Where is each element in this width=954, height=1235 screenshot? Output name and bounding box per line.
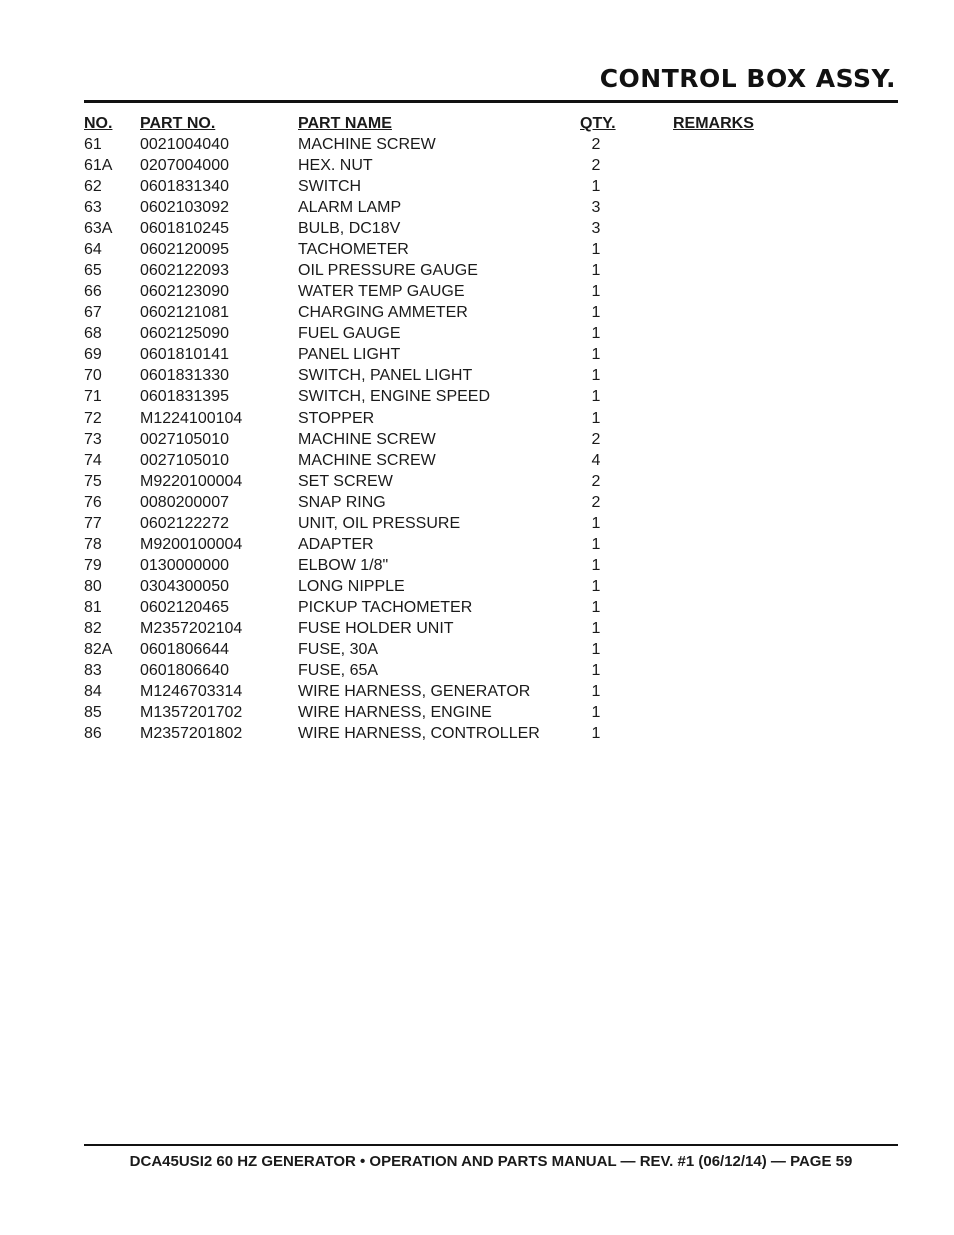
table-row [0, 365, 954, 386]
row-part-no: 0602123090 [140, 283, 229, 301]
row-no: 83 [84, 662, 102, 679]
row-part-name: FUEL GAUGE [298, 325, 401, 343]
row-part-name: SWITCH, ENGINE SPEED [298, 388, 491, 406]
table-row [0, 302, 954, 323]
row-qty: 3 [591, 199, 601, 217]
header-part-no: PART NO. [140, 115, 216, 132]
table-row [0, 134, 954, 155]
row-part-no: 0602103092 [140, 199, 229, 217]
row-qty: 2 [591, 493, 601, 511]
table-row [0, 618, 954, 639]
row-part-no: M2357202104 [140, 619, 243, 637]
row-qty: 1 [591, 577, 601, 595]
row-part-no: 0601831340 [140, 178, 229, 196]
row-qty: 1 [591, 683, 601, 701]
row-qty: 1 [591, 725, 601, 743]
row-part-name: TACHOMETER [298, 241, 409, 259]
row-part-no: 0602122093 [140, 262, 229, 280]
row-part-no: 0602121081 [140, 304, 229, 322]
row-part-name: BULB, DC18V [298, 220, 401, 238]
row-qty: 1 [591, 556, 601, 574]
row-qty: 1 [591, 514, 601, 532]
row-part-name: SWITCH [298, 178, 362, 196]
row-part-name: ADAPTER [298, 535, 374, 553]
table-row [0, 344, 954, 365]
row-part-name: MACHINE SCREW [298, 430, 436, 448]
row-part-no: M1224100104 [140, 409, 243, 427]
row-no: 76 [84, 493, 102, 511]
row-no: 63 [84, 199, 102, 217]
row-part-no: 0021004040 [140, 136, 229, 153]
row-qty: 1 [591, 241, 601, 259]
table-row [0, 471, 954, 492]
row-part-name: LONG NIPPLE [298, 577, 405, 595]
row-part-no: M2357201802 [140, 725, 243, 743]
row-qty: 2 [591, 472, 601, 490]
row-part-name: WIRE HARNESS, GENERATOR [298, 683, 531, 701]
row-part-name: SWITCH, PANEL LIGHT [298, 367, 473, 385]
table-row [0, 323, 954, 344]
header-part-name: PART NAME [298, 115, 392, 132]
row-no: 64 [84, 241, 102, 259]
row-part-name: STOPPER [298, 409, 375, 427]
row-no: 84 [84, 683, 102, 701]
row-part-no: 0601806640 [140, 662, 229, 679]
row-qty: 1 [591, 304, 601, 322]
row-no: 79 [84, 556, 102, 574]
table-row [0, 239, 954, 260]
row-part-no: M1357201702 [140, 704, 243, 722]
table-row [0, 197, 954, 218]
row-no: 69 [84, 346, 102, 364]
row-no: 71 [84, 388, 102, 406]
row-qty: 4 [591, 451, 601, 469]
table-row [0, 450, 954, 471]
row-part-name: WATER TEMP GAUGE [298, 283, 465, 301]
table-header [0, 113, 954, 134]
row-no: 75 [84, 472, 102, 490]
row-part-name: FUSE, 65A [298, 662, 379, 679]
row-part-no: 0602125090 [140, 325, 229, 343]
row-no: 65 [84, 262, 102, 280]
row-part-name: UNIT, OIL PRESSURE [298, 514, 461, 532]
page-title: CONTROL BOX ASSY. [599, 64, 896, 93]
row-qty: 1 [591, 178, 601, 196]
row-part-no: 0027105010 [140, 451, 229, 469]
row-no: 63A [84, 220, 113, 238]
title-rule [84, 100, 898, 103]
row-part-name: PICKUP TACHOMETER [298, 598, 473, 616]
table-row [0, 555, 954, 576]
row-part-no: 0601810141 [140, 346, 229, 364]
table-row [0, 492, 954, 513]
footer-rule [84, 1144, 898, 1146]
table-row [0, 218, 954, 239]
row-no: 86 [84, 725, 102, 743]
header-qty: QTY. [580, 115, 616, 132]
row-part-no: M9220100004 [140, 472, 243, 490]
row-no: 62 [84, 178, 102, 196]
row-no: 61A [84, 157, 113, 175]
row-no: 82A [84, 640, 113, 658]
row-part-name: WIRE HARNESS, CONTROLLER [298, 725, 540, 743]
row-part-name: FUSE, 30A [298, 640, 379, 658]
row-part-name: SNAP RING [298, 493, 386, 511]
row-no: 61 [84, 136, 102, 153]
row-part-no: 0601806644 [140, 640, 229, 658]
row-part-name: PANEL LIGHT [298, 346, 401, 364]
row-part-no: 0602120095 [140, 241, 229, 259]
row-qty: 1 [591, 640, 601, 658]
row-part-no: 0080200007 [140, 493, 229, 511]
row-no: 77 [84, 514, 102, 532]
row-qty: 1 [591, 662, 601, 679]
row-qty: 1 [591, 598, 601, 616]
row-part-no: 0130000000 [140, 556, 229, 574]
row-part-name: ALARM LAMP [298, 199, 402, 217]
row-qty: 2 [591, 136, 601, 153]
row-part-name: OIL PRESSURE GAUGE [298, 262, 478, 280]
row-qty: 2 [591, 430, 601, 448]
row-qty: 2 [591, 157, 601, 175]
table-row [0, 281, 954, 302]
table-row [0, 576, 954, 597]
row-qty: 1 [591, 346, 601, 364]
row-part-name: FUSE HOLDER UNIT [298, 619, 454, 637]
table-row [0, 386, 954, 407]
table-row [0, 723, 954, 744]
row-qty: 1 [591, 704, 601, 722]
table-row [0, 155, 954, 176]
row-part-no: 0304300050 [140, 577, 229, 595]
row-part-name: CHARGING AMMETER [298, 304, 468, 322]
row-part-no: 0207004000 [140, 157, 229, 175]
row-part-no: 0601810245 [140, 220, 229, 238]
row-part-no: 0602120465 [140, 598, 229, 616]
row-no: 78 [84, 535, 102, 553]
table-row [0, 597, 954, 618]
row-qty: 1 [591, 619, 601, 637]
row-part-no: 0027105010 [140, 430, 229, 448]
row-no: 70 [84, 367, 102, 385]
row-part-name: MACHINE SCREW [298, 451, 436, 469]
row-no: 72 [84, 409, 102, 427]
row-part-name: HEX. NUT [298, 157, 373, 175]
row-qty: 1 [591, 325, 601, 343]
row-part-no: M9200100004 [140, 535, 243, 553]
table-row [0, 176, 954, 197]
row-part-no: M1246703314 [140, 683, 243, 701]
row-no: 80 [84, 577, 102, 595]
row-no: 81 [84, 598, 102, 616]
row-part-name: SET SCREW [298, 472, 393, 490]
row-qty: 3 [591, 220, 601, 238]
row-qty: 1 [591, 535, 601, 553]
row-qty: 1 [591, 262, 601, 280]
row-qty: 1 [591, 283, 601, 301]
header-remarks: REMARKS [673, 115, 754, 132]
row-qty: 1 [591, 388, 601, 406]
table-row [0, 429, 954, 450]
table-row [0, 681, 954, 702]
row-part-no: 0602122272 [140, 514, 229, 532]
header-no: NO. [84, 115, 113, 132]
row-no: 68 [84, 325, 102, 343]
row-no: 85 [84, 704, 102, 722]
row-part-name: ELBOW 1/8" [298, 556, 389, 574]
row-no: 73 [84, 430, 102, 448]
row-no: 67 [84, 304, 102, 322]
table-row [0, 660, 954, 681]
row-no: 66 [84, 283, 102, 301]
row-part-name: WIRE HARNESS, ENGINE [298, 704, 492, 722]
row-qty: 1 [591, 367, 601, 385]
row-no: 82 [84, 619, 102, 637]
row-qty: 1 [591, 409, 601, 427]
page-footer: DCA45USI2 60 HZ GENERATOR • OPERATION AND PARTS MANUAL — REV. #1 (06/12/14) — PAGE 59 [129, 1153, 853, 1170]
row-no: 74 [84, 451, 102, 469]
table-row [0, 260, 954, 281]
table-row [0, 513, 954, 534]
table-row [0, 702, 954, 723]
row-part-no: 0601831330 [140, 367, 229, 385]
row-part-no: 0601831395 [140, 388, 229, 406]
table-row [0, 534, 954, 555]
table-row [0, 408, 954, 429]
row-part-name: MACHINE SCREW [298, 136, 436, 153]
table-row [0, 639, 954, 660]
